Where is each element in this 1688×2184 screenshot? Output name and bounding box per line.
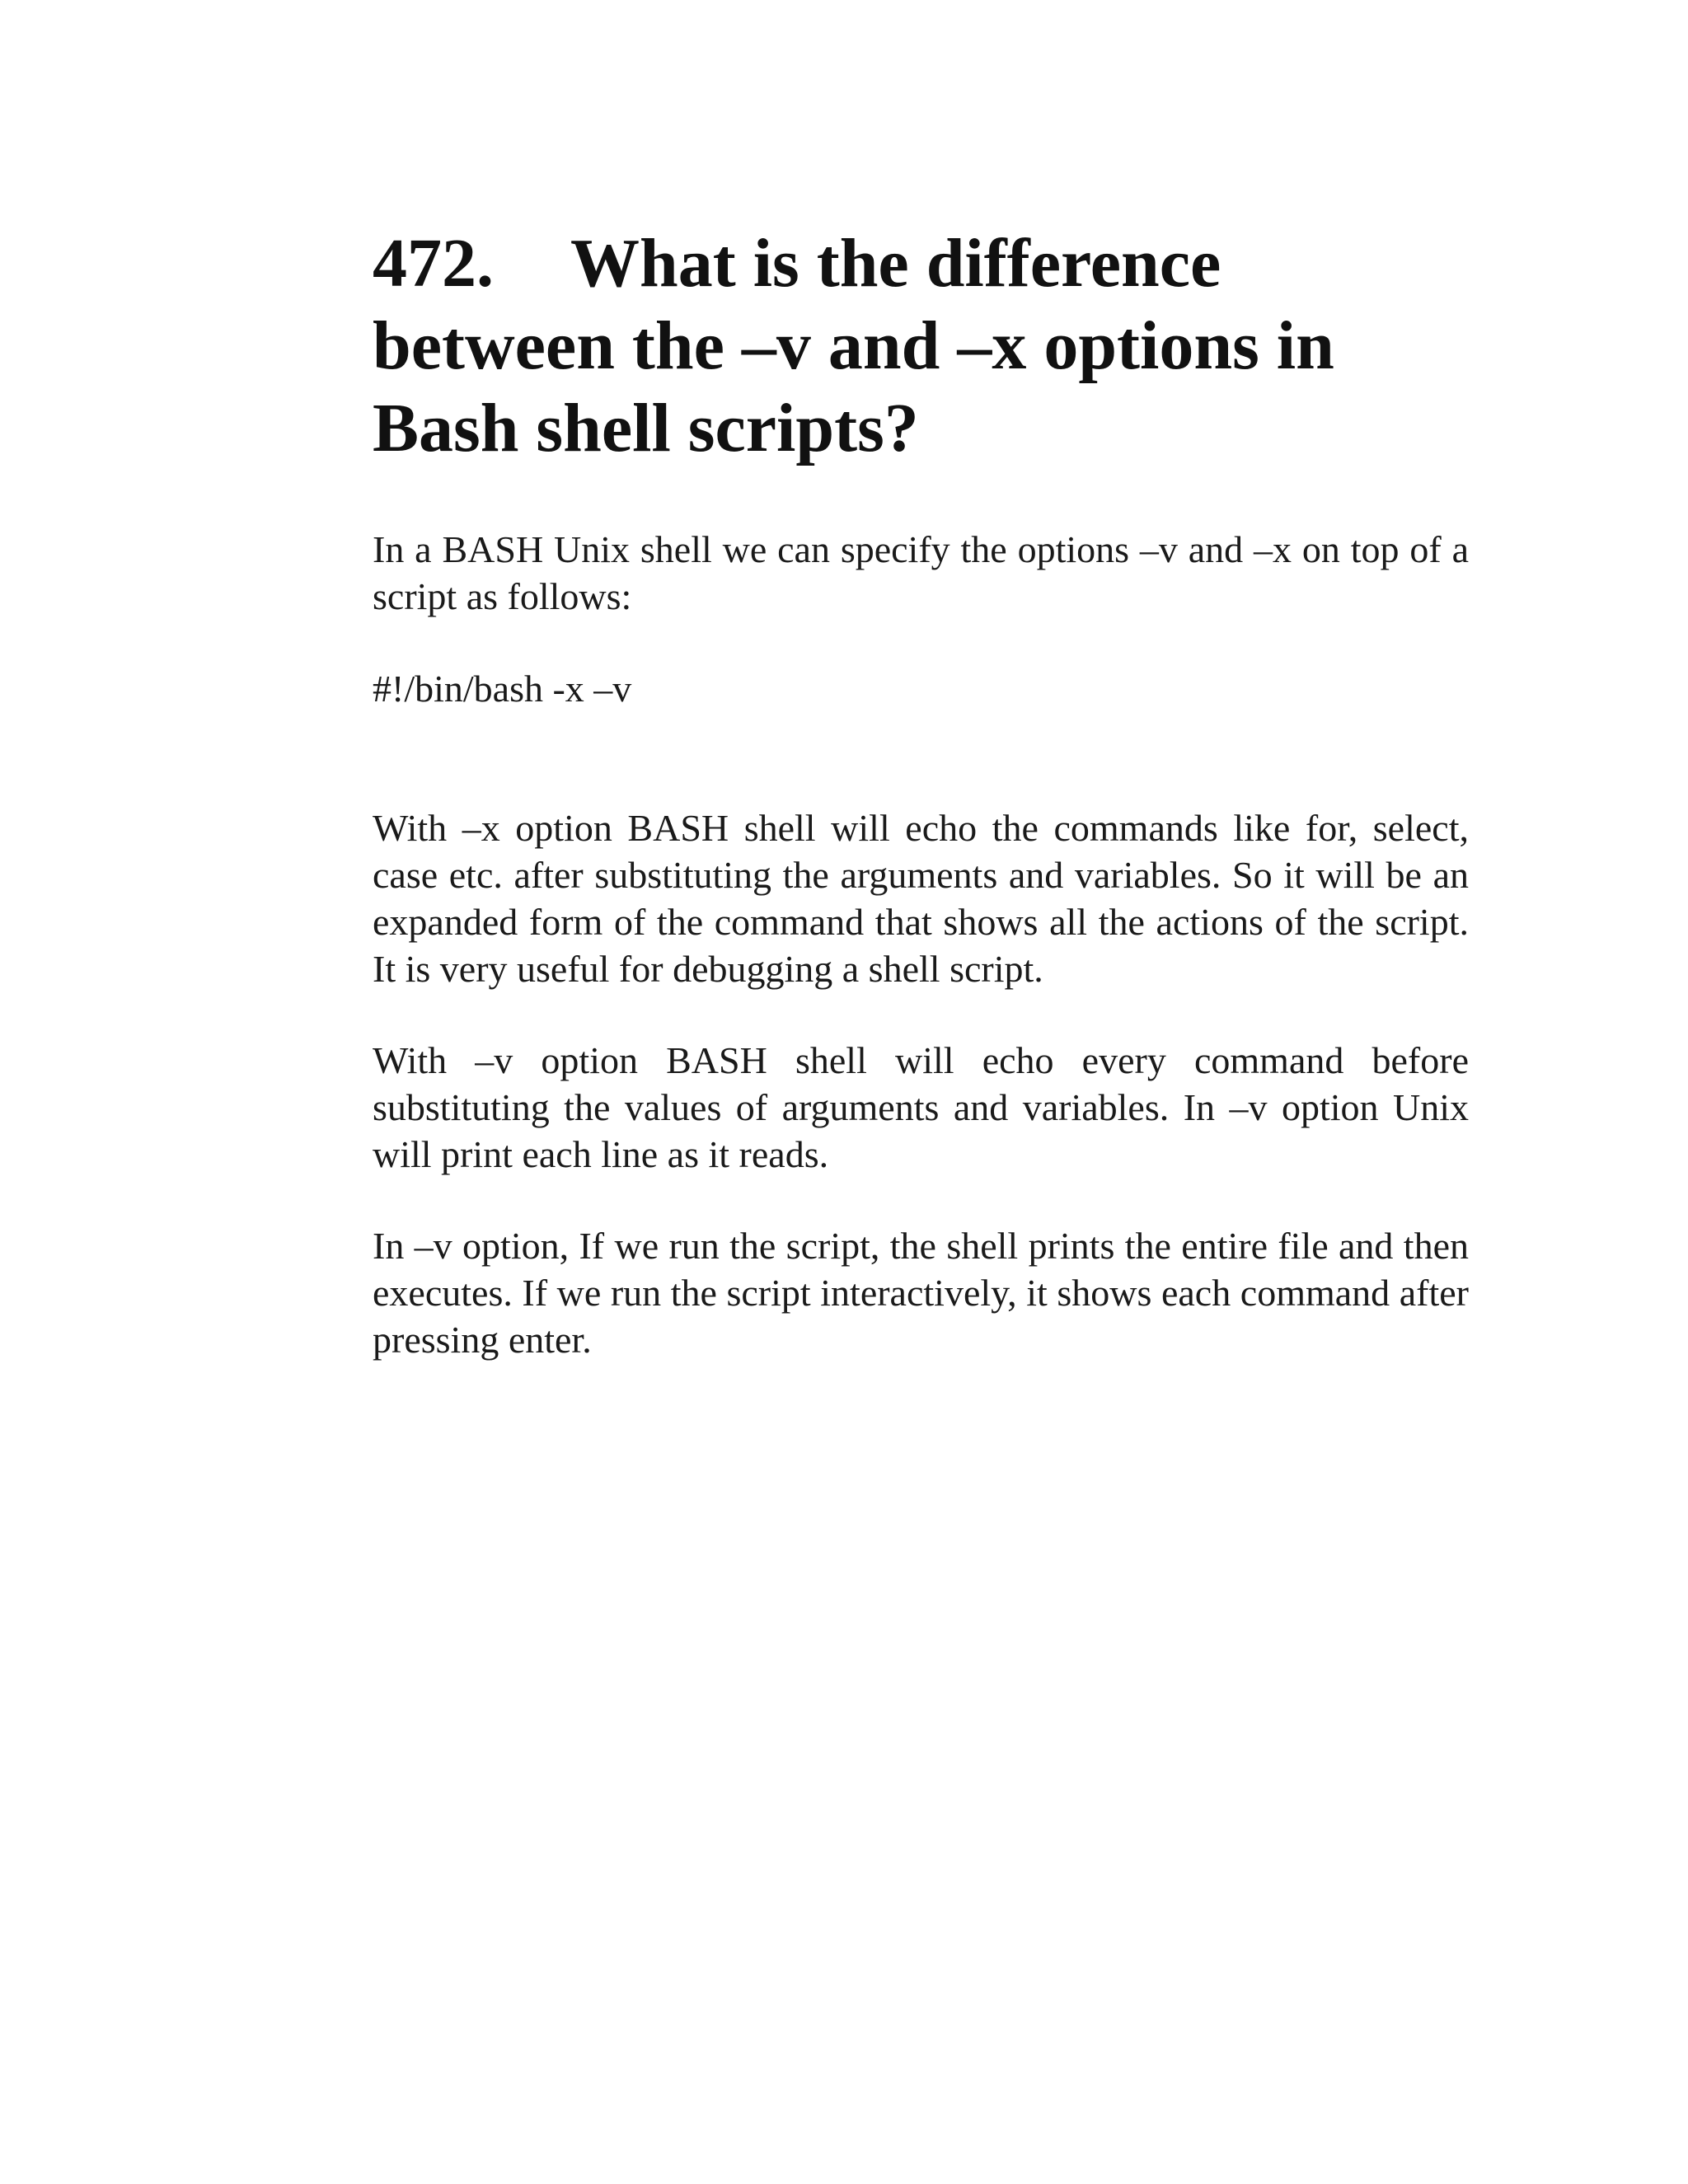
- question-heading: [373, 223, 1469, 470]
- x-option-paragraph: With –x option BASH shell will echo the commands like for, select, case etc. after substituting the arguments and variables. So it will be an expanded form of the command that shows all the actions of the script. It is very useful for debugging a shell script.: [373, 807, 1469, 990]
- intro-paragraph: In a BASH Unix shell we can specify the options –v and –x on top of a script as follows:: [373, 528, 1469, 617]
- page-content: [373, 223, 1469, 1363]
- v-option-paragraph: With –v option BASH shell will echo every command before substituting the values of arguments and variables. In –v option Unix will print each line as it reads.: [373, 1039, 1469, 1175]
- question-number: 472.: [373, 225, 494, 302]
- question-title: What is the difference between the –v and –x options in Bash shell scripts?: [373, 225, 1334, 466]
- shebang-line: #!/bin/bash -x –v: [373, 668, 632, 710]
- v-option-detail-paragraph: In –v option, If we run the script, the shell prints the entire file and then executes. If we run the script interactively, it shows each command after pressing enter.: [373, 1225, 1469, 1361]
